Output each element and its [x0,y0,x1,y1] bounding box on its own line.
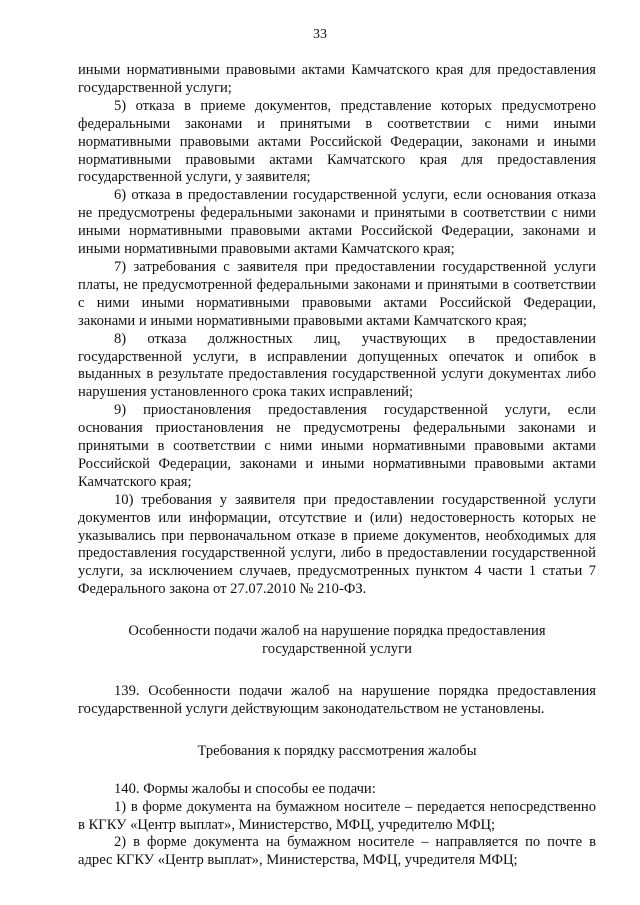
paragraph: 5) отказа в приеме документов, представление которых предусмотрено федеральными законами и принятыми в соответствии с ними иными нормативными правовыми актами Российской Федерации, законами и иными нормативными правовыми актами Камчатского края для предоставления государственной услуги, у заявителя; [78,97,596,186]
paragraph: 6) отказа в предоставлении государственной услуги, если основания отказа не предусмотрены федеральными законами и принятыми в соответствии с ними иными нормативными правовыми актами Российской Федерации, законами и иными нормативными правовыми актами Камчатского края; [78,187,596,258]
section-heading-line: Особенности подачи жалоб на нарушение порядка предоставления [128,623,546,640]
paragraph: иными нормативными правовыми актами Камчатского края для предоставления государственной услуги; [78,62,596,96]
page-number: 33 [313,27,327,42]
section-heading: Требования к порядку рассмотрения жалобы [197,742,477,759]
paragraph: 8) отказа должностных лиц, участвующих в предоставлении государственной услуги, в исправлении допущенных опечаток и опибок в выданных в результате предоставления государственной услуги документах либо нарушения установленного срока таких исправлений; [78,330,596,401]
section-heading-line: государственной услуги [262,641,412,658]
paragraph: 9) приостановления предоставления государственной услуги, если основания приостановления не предусмотрены федеральными законами и принятыми в соответствии с ними иными нормативными правовыми актами Российской Федерации, законами и иными нормативными правовыми актами Камчатского края; [78,402,596,490]
paragraph: 140. Формы жалобы и способы ее подачи: [114,780,376,797]
document-body [78,62,596,870]
paragraph: 10) требования у заявителя при предоставлении государственной услуги документов или информации, отсутствие и (или) недостоверность которых не указывались при первоначальном отказе в приеме документов, необходимых для предоставления государственной услуги, либо в предоставлении государственной услуги, за исключением случаев, предусмотренных пунктом 4 части 1 статьи 7 Федерального закона от 27.07.2010 № 210-ФЗ. [78,491,596,598]
paragraph: 2) в форме документа на бумажном носителе – направляется по почте в адрес КГКУ «Центр выплат», Министерства, МФЦ, учредителя МФЦ; [78,834,596,869]
section-heading [78,623,596,659]
paragraph: 7) затребования с заявителя при предоставлении государственной услуги платы, не предусмотренной федеральными законами и принятыми в соответствии с ними иными нормативными правовыми актами Российской Федерации, законами и иными нормативными правовыми актами Камчатского края; [78,258,596,329]
paragraph: 139. Особенности подачи жалоб на нарушение порядка предоставления государственной услуги действующим законодательством не установлены. [78,683,596,717]
paragraph: 1) в форме документа на бумажном носителе – передается непосредственно в КГКУ «Центр выплат», Министерство, МФЦ, учредителю МФЦ; [78,798,596,833]
